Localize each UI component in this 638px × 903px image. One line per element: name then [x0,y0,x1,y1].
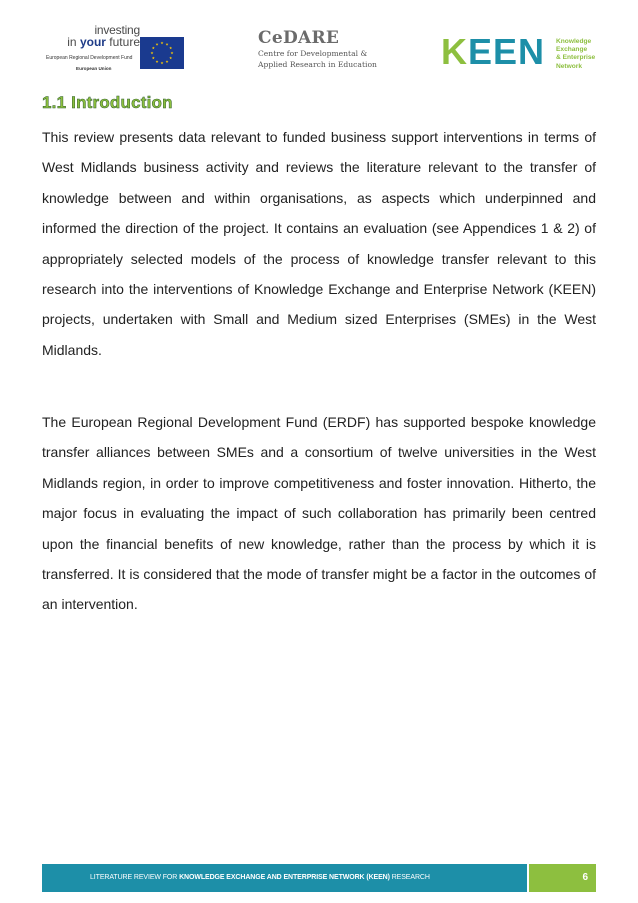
eu-stars [140,37,184,69]
eu-star-icon [166,60,169,63]
cedare-subtitle-line1: Centre for Developmental & [258,49,368,58]
eu-flag-icon [140,37,184,69]
section-heading: 1.1 Introduction [42,93,173,112]
eu-investing-text: investing [94,23,140,37]
eu-star-icon [161,62,164,65]
eu-future-text: in your future [67,35,140,49]
eu-logo [46,22,194,74]
paragraph-2: The European Regional Development Fund (ERDF) has supported bespoke knowledge transfer alliances between SMEs and a consortium of twelve universities in the West Midlands region, in order to improve competitiveness and foster innovation. Hitherto, the major focus in evaluating the impact of such collaboration has primarily been centred upon the financial benefits of new knowledge, rather than the process by which it is transferred. It is considered that the mode of transfer might be a factor in the outcomes of an intervention. [42,414,596,613]
cedare-title: CeDARE [258,28,340,48]
footer-title: LITERATURE REVIEW FOR KNOWLEDGE EXCHANGE AND ENTERPRISE NETWORK (KEEN) RESEARCH [90,874,430,881]
eu-star-icon [156,43,159,46]
eu-union-text: European Union [76,66,112,71]
eu-star-icon [151,52,154,55]
eu-star-icon [169,47,172,50]
eu-star-icon [171,52,174,55]
eu-star-icon [166,43,169,46]
cedare-subtitle-line2: Applied Research in Education [258,60,377,69]
keen-wordmark: KEEN [441,31,546,72]
keen-logo [441,31,601,76]
eu-star-icon [156,60,159,63]
page-number: 6 [582,872,588,883]
eu-star-icon [152,57,155,60]
cedare-logo [258,30,398,74]
eu-star-icon [161,42,164,45]
footer-bar [42,864,527,892]
eu-star-icon [152,47,155,50]
paragraph-1: This review presents data relevant to funded business support interventions in terms of West Midlands business activity and reviews the literature relevant to the transfer of knowledge between and within organisations, as aspects which underpinned and informed the direction of the project. It contains an evaluation (see Appendices 1 & 2) of appropriately selected models of the process of knowledge transfer relevant to this research into the interventions of Knowledge Exchange and Enterprise Network (KEEN) projects, undertaken with Small and Medium sized Enterprises (SMEs) in the West Midlands. [42,129,596,358]
keen-tagline: Knowledge Exchange & Enterprise Network [556,38,596,70]
eu-logo-text [46,22,140,74]
page-number-box [529,864,596,892]
eu-fund-text: European Regional Development Fund [46,55,133,61]
eu-star-icon [169,57,172,60]
